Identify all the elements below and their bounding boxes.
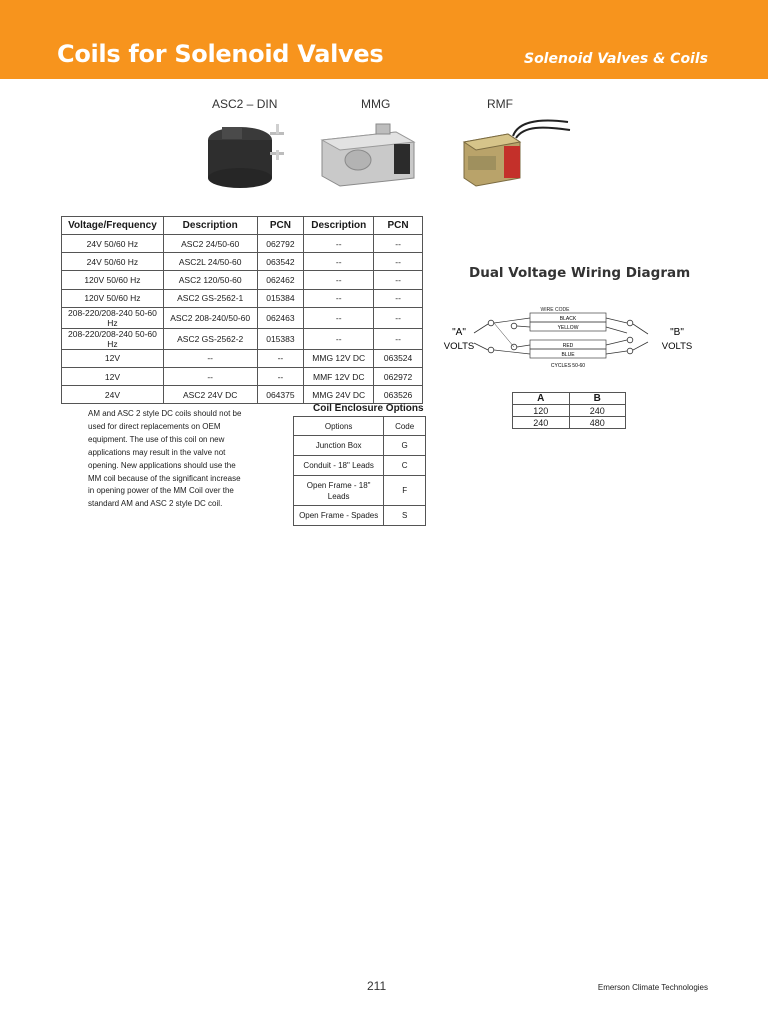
table-cell: -- (374, 235, 423, 253)
table-cell: ASC2 GS-2562-1 (163, 289, 257, 307)
table-header: A (513, 393, 570, 405)
table-cell: S (384, 506, 426, 526)
table-cell: -- (257, 367, 304, 385)
table-cell: C (384, 456, 426, 476)
coil-din-icon (200, 112, 295, 192)
enclosure-table (293, 416, 426, 526)
table-cell: 063524 (374, 349, 423, 367)
voltage-ab-table (512, 392, 626, 429)
table-cell: -- (374, 289, 423, 307)
table-cell: -- (163, 349, 257, 367)
table-row (513, 405, 626, 417)
table-cell: 015383 (257, 328, 304, 349)
table-cell: 120 (513, 405, 570, 417)
table-cell: 064375 (257, 386, 304, 404)
table-row (294, 506, 426, 526)
table-cell: -- (374, 253, 423, 271)
table-cell: 062972 (374, 367, 423, 385)
table-cell: 120V 50/60 Hz (62, 271, 164, 289)
coil-mmg-icon (318, 118, 423, 190)
coil-rmf-icon (458, 112, 573, 192)
table-header: Options (294, 417, 384, 436)
table-cell: 015384 (257, 289, 304, 307)
table-header: Description (304, 217, 374, 235)
table-cell: ASC2 GS-2562-2 (163, 328, 257, 349)
table-cell: 24V 50/60 Hz (62, 253, 164, 271)
table-row (62, 307, 423, 328)
coil-table (61, 216, 423, 404)
table-cell: Open Frame - Spades (294, 506, 384, 526)
table-header-row (62, 217, 423, 235)
wiring-diagram-title: Dual Voltage Wiring Diagram (469, 265, 691, 281)
table-cell: ASC2 24/50-60 (163, 235, 257, 253)
table-row (62, 349, 423, 367)
a-volts-unit: VOLTS (443, 341, 475, 352)
enclosure-title: Coil Enclosure Options (313, 403, 424, 414)
table-cell: 208-220/208-240 50-60 Hz (62, 307, 164, 328)
wiring-diagram (436, 300, 696, 375)
table-cell: 208-220/208-240 50-60 Hz (62, 328, 164, 349)
table-row (62, 235, 423, 253)
table-row (62, 289, 423, 307)
cycles-label: CYCLES 50-60 (550, 363, 586, 369)
table-header: Code (384, 417, 426, 436)
table-cell: F (384, 476, 426, 506)
table-cell: -- (374, 328, 423, 349)
table-header: Description (163, 217, 257, 235)
table-header: PCN (374, 217, 423, 235)
table-row (294, 456, 426, 476)
table-cell: 062792 (257, 235, 304, 253)
wire-blue: BLUE (561, 352, 575, 358)
table-cell: -- (304, 307, 374, 328)
table-cell: -- (304, 328, 374, 349)
b-volts-label: "B" (670, 327, 684, 338)
table-row (62, 328, 423, 349)
page-number: 211 (367, 979, 387, 993)
table-cell: -- (304, 235, 374, 253)
dc-coil-note: AM and ASC 2 style DC coils should not be used for direct replacements on OEM equipment. The use of this coil on new applications may result in the valve not opening. New applications should use the MM coil because of the significant increase in opening power of the MM Coil over the standard AM and ASC 2 style DC coil. (88, 409, 242, 509)
table-cell: MMF 12V DC (304, 367, 374, 385)
table-cell: 063526 (374, 386, 423, 404)
a-volts-label: "A" (452, 327, 466, 338)
table-row (294, 436, 426, 456)
table-cell: Open Frame - 18" Leads (294, 476, 384, 506)
table-row (294, 476, 426, 506)
table-cell: 240 (569, 405, 626, 417)
table-cell: MMG 12V DC (304, 349, 374, 367)
table-cell: -- (374, 307, 423, 328)
table-header: Voltage/Frequency (62, 217, 164, 235)
wire-code-label: WIRE CODE (540, 307, 570, 313)
product-label-mmg: MMG (361, 97, 391, 111)
table-cell: 240 (513, 417, 570, 429)
table-row (513, 417, 626, 429)
table-header-row (294, 417, 426, 436)
table-row (62, 253, 423, 271)
wire-yellow: YELLOW (557, 325, 579, 331)
table-row (62, 386, 423, 404)
table-cell: 480 (569, 417, 626, 429)
page-title: Coils for Solenoid Valves (57, 40, 384, 68)
table-cell: 12V (62, 367, 164, 385)
table-cell: -- (163, 367, 257, 385)
table-cell: MMG 24V DC (304, 386, 374, 404)
table-row (62, 367, 423, 385)
table-cell: 120V 50/60 Hz (62, 289, 164, 307)
table-header: B (569, 393, 626, 405)
product-label-rmf: RMF (487, 97, 513, 111)
table-header-row (513, 393, 626, 405)
table-cell: G (384, 436, 426, 456)
table-cell: 062462 (257, 271, 304, 289)
table-cell: 12V (62, 349, 164, 367)
table-cell: Conduit - 18" Leads (294, 456, 384, 476)
table-cell: Junction Box (294, 436, 384, 456)
table-cell: -- (304, 289, 374, 307)
wire-red: RED (562, 343, 574, 349)
table-cell: ASC2 24V DC (163, 386, 257, 404)
wire-black: BLACK (559, 316, 577, 322)
table-header: PCN (257, 217, 304, 235)
section-title: Solenoid Valves & Coils (523, 51, 708, 67)
table-cell: 062463 (257, 307, 304, 328)
table-cell: -- (257, 349, 304, 367)
table-cell: 24V 50/60 Hz (62, 235, 164, 253)
table-cell: 24V (62, 386, 164, 404)
table-row (62, 271, 423, 289)
table-cell: -- (304, 253, 374, 271)
company-name: Emerson Climate Technologies (597, 983, 708, 992)
product-label-asc2: ASC2 – DIN (212, 97, 278, 111)
table-cell: 063542 (257, 253, 304, 271)
table-cell: -- (304, 271, 374, 289)
b-volts-unit: VOLTS (661, 341, 693, 352)
table-cell: ASC2L 24/50-60 (163, 253, 257, 271)
table-cell: ASC2 120/50-60 (163, 271, 257, 289)
table-cell: -- (374, 271, 423, 289)
table-cell: ASC2 208-240/50-60 (163, 307, 257, 328)
page-header (0, 0, 768, 79)
